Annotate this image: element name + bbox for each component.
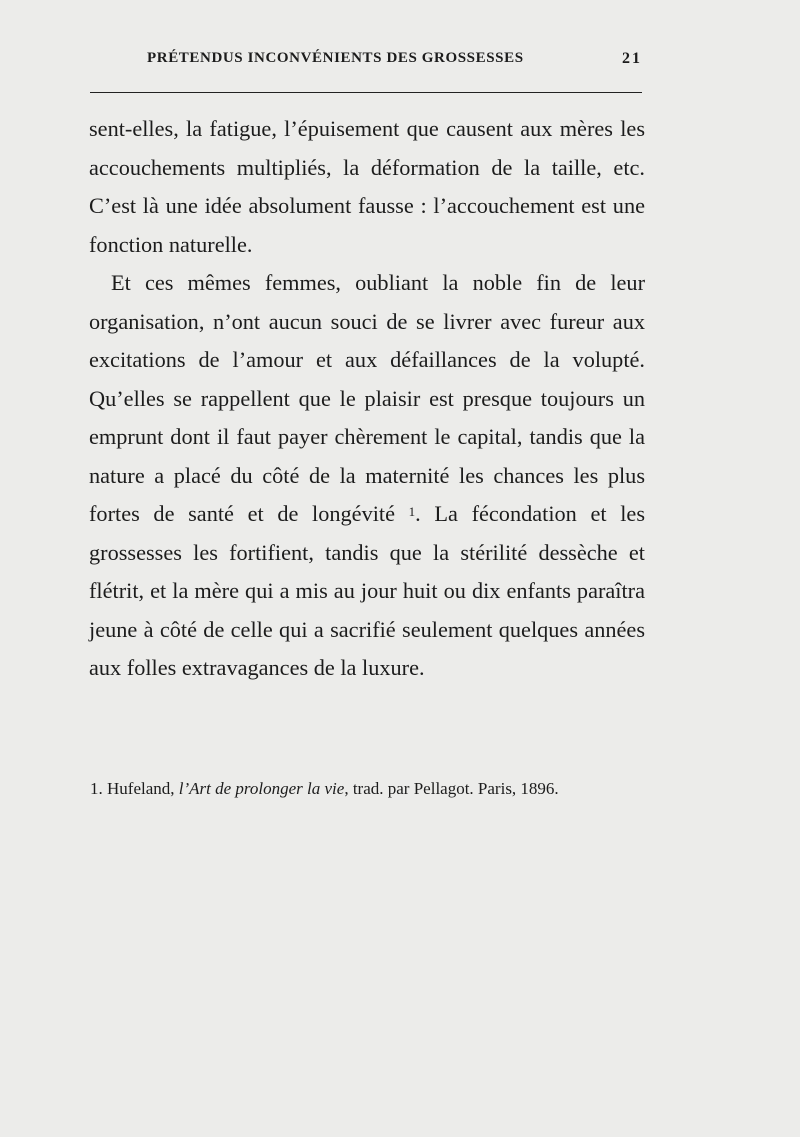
footnote-details: , trad. par Pellagot. Paris, 1896.	[344, 779, 559, 798]
header-rule	[90, 92, 642, 93]
main-text	[89, 110, 645, 688]
page-number: 21	[622, 50, 642, 67]
footnote	[90, 776, 646, 801]
running-title: PRÉTENDUS INCONVÉNIENTS DES GROSSESSES	[147, 50, 524, 66]
footnote-reference: 1	[408, 504, 416, 519]
footnote-title: l’Art de prolonger la vie	[178, 779, 345, 798]
footnote-marker: 1.	[90, 779, 103, 798]
footnote-author: Hufeland,	[107, 779, 175, 798]
paragraph-2	[89, 264, 645, 688]
paragraph-2-continuation: . La fécondation et les grossesses les fortifient, tandis que la stérilité dessèche et flétrit, et la mère qui a mis au jour huit ou dix enfants paraîtra jeune à côté de celle qui a sacrifié seulement quelques années aux folles extravagances de la luxure.	[89, 501, 645, 680]
running-head	[90, 50, 642, 76]
paragraph-1: sent-elles, la fatigue, l’épuisement que causent aux mères les accouchements multipliés, la déformation de la taille, etc. C’est là une idée absolument fausse : l’accouchement est une fonction naturelle.	[89, 116, 645, 257]
paragraph-2-text: Et ces mêmes femmes, oubliant la noble fin de leur organisation, n’ont aucun souci de se livrer avec fureur aux excitations de l’amour et aux défaillances de la volupté. Qu’elles se rappellent que le plaisir est presque toujours un emprunt dont il faut payer chèrement le capital, tandis que la nature a placé du côté de la maternité les chances les plus fortes de santé et de longévité	[89, 270, 645, 526]
